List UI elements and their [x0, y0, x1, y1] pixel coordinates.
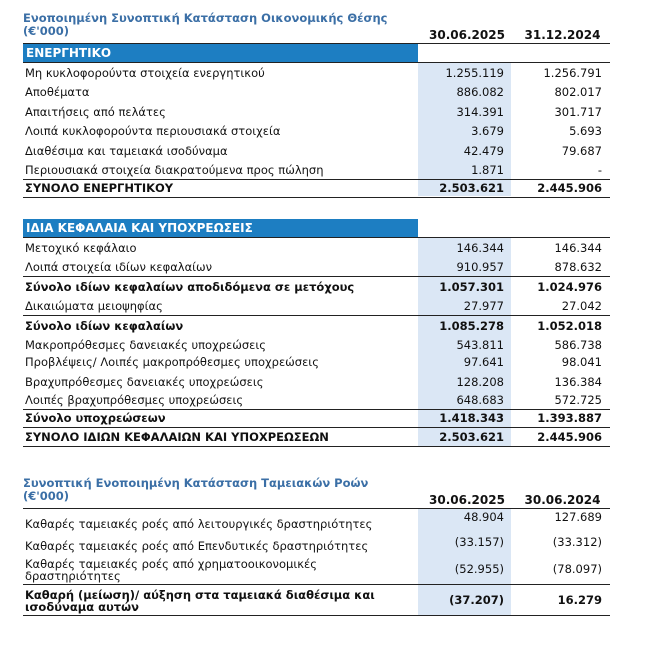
row-value-current: (33.157) — [454, 535, 504, 549]
row-label: Περιουσιακά στοιχεία διακρατούμενα προς πώληση — [25, 163, 324, 177]
row-value-current: 1.871 — [471, 163, 504, 177]
table-row — [23, 335, 610, 354]
cashflow-col1-header: 30.06.2025 — [429, 493, 505, 507]
subtotal-row — [23, 316, 610, 335]
row-value-prior: 16.279 — [557, 593, 602, 607]
table-row — [23, 237, 610, 257]
row-label: ΣΥΝΟΛΟ ΙΔΙΩΝ ΚΕΦΑΛΑΙΩΝ ΚΑΙ ΥΠΟΧΡΕΩΣΕΩΝ — [25, 430, 329, 444]
row-value-current: 1.418.343 — [439, 411, 504, 425]
cashflow-title: Συνοπτική Ενοποιημένη Κατάσταση Ταμειακών Ροών (€'000) — [23, 476, 369, 503]
balance-col1-header: 30.06.2025 — [429, 28, 505, 42]
row-value-current: 886.082 — [456, 85, 504, 99]
row-label: Μη κυκλοφορούντα στοιχεία ενεργητικού — [25, 66, 265, 80]
row-value-current: 48.904 — [463, 510, 504, 524]
table-row — [23, 371, 610, 391]
row-value-prior: 572.725 — [554, 393, 602, 407]
row-label: Αποθέματα — [25, 85, 90, 99]
row-value-current: 1.057.301 — [439, 280, 504, 294]
row-label: Βραχυπρόθεσμες δανειακές υποχρεώσεις — [25, 375, 264, 389]
row-value-prior: 2.445.906 — [537, 181, 602, 195]
row-value-current: 3.679 — [471, 124, 504, 138]
row-value-prior: 79.687 — [561, 144, 602, 158]
row-value-prior: 5.693 — [569, 124, 602, 138]
row-value-current: (52.955) — [454, 562, 504, 576]
table-row — [23, 140, 610, 160]
row-label: Λοιπές βραχυπρόθεσμες υποχρεώσεις — [25, 393, 244, 407]
row-value-prior: (33.312) — [552, 535, 602, 549]
net-change-row — [23, 585, 610, 616]
row-value-prior: 1.393.887 — [537, 411, 602, 425]
row-value-current: 146.344 — [456, 241, 504, 255]
row-label: Καθαρές ταμειακές ροές από χρηματοοικονομικές δραστηριότητες — [25, 557, 317, 583]
row-value-prior: - — [597, 163, 602, 177]
subtotal-row — [23, 277, 610, 296]
table-row — [23, 354, 610, 371]
row-label: Καθαρές ταμειακές ροές από Επενδυτικές δραστηριότητες — [25, 539, 369, 553]
row-label: Σύνολο ιδίων κεφαλαίων — [25, 319, 184, 333]
row-label: ΣΥΝΟΛΟ ΕΝΕΡΓΗΤΙΚΟΥ — [25, 181, 174, 195]
row-label: Προβλέψεις/ Λοιπές μακροπρόθεσμες υποχρεώσεις — [25, 355, 319, 369]
row-value-current: 1.255.119 — [445, 66, 504, 80]
row-label: Λοιπά κυκλοφορούντα περιουσιακά στοιχεία — [25, 124, 281, 138]
equity-section-header: ΙΔΙΑ ΚΕΦΑΛΑΙΑ ΚΑΙ ΥΠΟΧΡΕΩΣΕΙΣ — [23, 219, 418, 237]
row-value-prior: 878.632 — [554, 260, 602, 274]
table-row — [23, 257, 610, 277]
cashflow-table — [23, 477, 610, 617]
row-label: Καθαρή (μείωση)/ αύξηση στα ταμειακά διαθέσιμα και ισοδύναμα αυτών — [25, 588, 375, 614]
row-label: Μετοχικό κεφάλαιο — [25, 241, 137, 255]
table-row — [23, 533, 610, 555]
row-value-current: (37.207) — [449, 593, 504, 607]
row-value-current: 42.479 — [463, 144, 504, 158]
table-row — [23, 296, 610, 316]
row-value-current: 2.503.621 — [439, 181, 504, 195]
row-value-current: 2.503.621 — [439, 430, 504, 444]
row-label: Καθαρές ταμειακές ροές από λειτουργικές δραστηριότητες — [25, 517, 373, 531]
row-value-current: 543.811 — [456, 338, 504, 352]
row-value-prior: (78.097) — [552, 562, 602, 576]
row-value-prior: 586.738 — [554, 338, 602, 352]
row-value-prior: 2.445.906 — [537, 430, 602, 444]
row-label: Μακροπρόθεσμες δανειακές υποχρεώσεις — [25, 338, 267, 352]
row-label: Απαιτήσεις από πελάτες — [25, 105, 166, 119]
grand-total-row — [23, 428, 610, 447]
row-value-prior: 1.052.018 — [537, 319, 602, 333]
row-label: Σύνολο ιδίων κεφαλαίων αποδιδόμενα σε μετόχους — [25, 280, 355, 294]
row-value-prior: 802.017 — [554, 85, 602, 99]
row-value-current: 97.641 — [463, 355, 504, 369]
row-value-current: 27.977 — [463, 299, 504, 313]
row-label: Λοιπά στοιχεία ιδίων κεφαλαίων — [25, 260, 213, 274]
total-liabilities-row — [23, 410, 610, 428]
balance-sheet-table — [23, 12, 610, 447]
row-value-prior: 146.344 — [554, 241, 602, 255]
row-value-current: 1.085.278 — [439, 319, 504, 333]
row-value-current: 314.391 — [456, 105, 504, 119]
total-assets-row — [23, 180, 610, 198]
table-row — [23, 62, 610, 82]
table-row — [23, 555, 610, 585]
row-value-prior: 301.717 — [554, 105, 602, 119]
row-value-prior: 127.689 — [554, 510, 602, 524]
row-value-prior: 1.024.976 — [537, 280, 602, 294]
row-value-current: 910.957 — [456, 260, 504, 274]
table-row — [23, 82, 610, 101]
table-row — [23, 121, 610, 140]
table-row — [23, 391, 610, 410]
table-row — [23, 160, 610, 180]
balance-col2-header: 31.12.2024 — [524, 28, 601, 42]
row-value-prior: 1.256.791 — [543, 66, 602, 80]
row-value-prior: 136.384 — [554, 375, 602, 389]
row-label: Διαθέσιμα και ταμειακά ισοδύναμα — [25, 144, 228, 158]
balance-sheet-title: Ενοποιημένη Συνοπτική Κατάσταση Οικονομικής Θέσης (€'000) — [23, 11, 388, 38]
assets-section-header: ΕΝΕΡΓΗΤΙΚΟ — [23, 44, 418, 62]
row-value-prior: 98.041 — [561, 355, 602, 369]
row-value-prior: 27.042 — [561, 299, 602, 313]
table-row — [23, 101, 610, 121]
row-value-current: 648.683 — [456, 393, 504, 407]
row-label: Δικαιώματα μειοψηφίας — [25, 299, 163, 313]
table-row — [23, 509, 610, 533]
row-label: Σύνολο υποχρεώσεων — [25, 411, 166, 425]
cashflow-col2-header: 30.06.2024 — [524, 493, 601, 507]
row-value-current: 128.208 — [456, 375, 504, 389]
